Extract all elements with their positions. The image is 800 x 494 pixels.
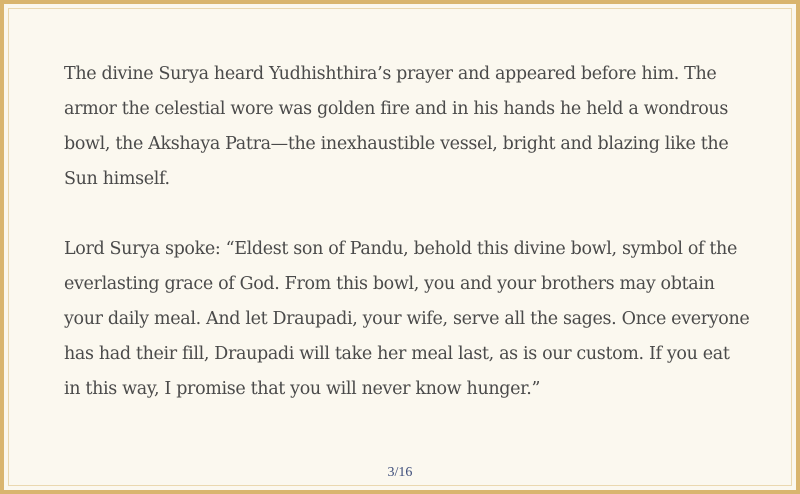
story-paragraph-1: The divine Surya heard Yudhishthira’s prayer and appeared before him. The armor the celestial wore was golden fire and in his hands he held a wondrous bowl, the Akshaya Patra—the inexhaustible vessel, bright and blazing like the Sun himself. bbox=[64, 64, 729, 189]
story-text bbox=[64, 57, 764, 407]
page-number: 3/16 bbox=[387, 465, 413, 480]
story-paragraph-2: Lord Surya spoke: “Eldest son of Pandu, behold this divine bowl, symbol of the everlasting grace of God. From this bowl, you and your brothers may obtain your daily meal. And let Draupadi, your wife, serve all the sages. Once everyone has had their fill, Draupadi will take her meal last, as is our custom. If you eat in this way, I promise that you will never know hunger.” bbox=[64, 239, 750, 399]
